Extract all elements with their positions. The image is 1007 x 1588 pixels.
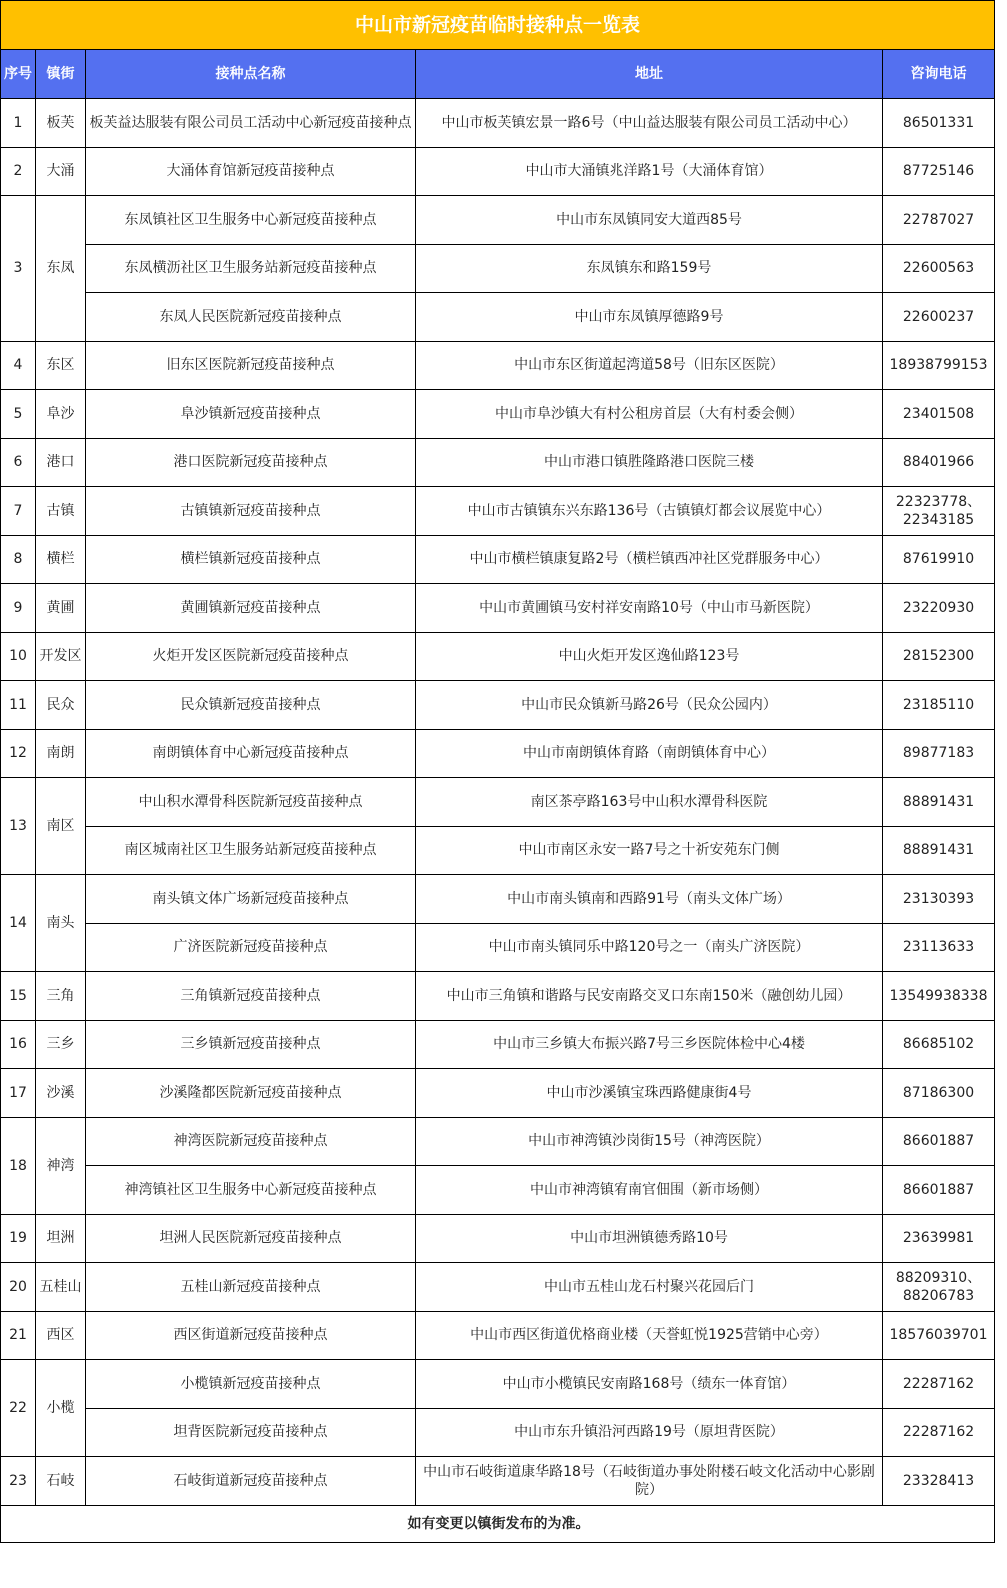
footer-note-cell <box>1 1505 995 1542</box>
town-name: 坦洲 <box>36 1214 86 1263</box>
site-name: 坦背医院新冠疫苗接种点 <box>86 1408 416 1457</box>
row-number: 5 <box>1 390 36 439</box>
town-name: 民众 <box>36 681 86 730</box>
site-name: 阜沙镇新冠疫苗接种点 <box>86 390 416 439</box>
row-number: 10 <box>1 632 36 681</box>
site-phone: 88891431 <box>883 778 995 827</box>
header-town: 镇街 <box>36 50 86 99</box>
site-address: 中山市东区街道起湾道58号（旧东区医院） <box>416 341 883 390</box>
table-row <box>1 923 995 972</box>
town-name: 三乡 <box>36 1020 86 1069</box>
site-phone: 23328413 <box>883 1457 995 1506</box>
row-number: 16 <box>1 1020 36 1069</box>
table-row <box>1 1166 995 1215</box>
site-address: 中山市南头镇同乐中路120号之一（南头广济医院） <box>416 923 883 972</box>
site-name: 东凤镇社区卫生服务中心新冠疫苗接种点 <box>86 196 416 245</box>
site-address: 南区茶亭路163号中山积水潭骨科医院 <box>416 778 883 827</box>
site-name: 板芙益达服装有限公司员工活动中心新冠疫苗接种点 <box>86 99 416 148</box>
site-address: 中山市东升镇沿河西路19号（原坦背医院） <box>416 1408 883 1457</box>
row-number: 23 <box>1 1457 36 1506</box>
site-address: 中山市东凤镇厚德路9号 <box>416 293 883 342</box>
site-phone: 23130393 <box>883 875 995 924</box>
site-phone: 22287162 <box>883 1408 995 1457</box>
town-name: 板芙 <box>36 99 86 148</box>
town-name: 大涌 <box>36 147 86 196</box>
site-address: 中山市三角镇和谐路与民安南路交叉口东南150米（融创幼儿园） <box>416 972 883 1021</box>
table-title: 中山市新冠疫苗临时接种点一览表 <box>1 1 995 50</box>
site-address: 中山市南区永安一路7号之十祈安苑东门侧 <box>416 826 883 875</box>
site-name: 三角镇新冠疫苗接种点 <box>86 972 416 1021</box>
table-row <box>1 535 995 584</box>
row-number: 4 <box>1 341 36 390</box>
site-address: 中山市横栏镇康复路2号（横栏镇西冲社区党群服务中心） <box>416 535 883 584</box>
site-address: 东凤镇东和路159号 <box>416 244 883 293</box>
site-name: 神湾医院新冠疫苗接种点 <box>86 1117 416 1166</box>
footer-row <box>1 1505 995 1542</box>
table-row <box>1 972 995 1021</box>
table-row <box>1 1263 995 1312</box>
site-phone: 23185110 <box>883 681 995 730</box>
site-phone: 22787027 <box>883 196 995 245</box>
table-row <box>1 196 995 245</box>
site-name: 广济医院新冠疫苗接种点 <box>86 923 416 972</box>
row-number: 3 <box>1 196 36 342</box>
site-phone: 18938799153 <box>883 341 995 390</box>
site-phone: 87186300 <box>883 1069 995 1118</box>
site-address: 中山市小榄镇民安南路168号（绩东一体育馆） <box>416 1360 883 1409</box>
table-row <box>1 147 995 196</box>
site-address: 中山市黄圃镇马安村祥安南路10号（中山市马新医院） <box>416 584 883 633</box>
site-address: 中山市板芙镇宏景一路6号（中山益达服装有限公司员工活动中心） <box>416 99 883 148</box>
town-name: 三角 <box>36 972 86 1021</box>
town-name: 石岐 <box>36 1457 86 1506</box>
site-address: 中山市港口镇胜隆路港口医院三楼 <box>416 438 883 487</box>
row-number: 1 <box>1 99 36 148</box>
row-number: 17 <box>1 1069 36 1118</box>
table-row <box>1 293 995 342</box>
site-name: 南区城南社区卫生服务站新冠疫苗接种点 <box>86 826 416 875</box>
site-phone: 22287162 <box>883 1360 995 1409</box>
site-address: 中山市坦洲镇德秀路10号 <box>416 1214 883 1263</box>
town-name: 东区 <box>36 341 86 390</box>
site-name: 东凤横沥社区卫生服务站新冠疫苗接种点 <box>86 244 416 293</box>
table-row <box>1 1311 995 1360</box>
site-phone: 23401508 <box>883 390 995 439</box>
footer-note: 如有变更以镇街发布的为准。 <box>407 1515 590 1532</box>
site-name: 坦洲人民医院新冠疫苗接种点 <box>86 1214 416 1263</box>
row-number: 18 <box>1 1117 36 1214</box>
table-row <box>1 1214 995 1263</box>
town-name: 开发区 <box>36 632 86 681</box>
town-name: 黄圃 <box>36 584 86 633</box>
site-name: 五桂山新冠疫苗接种点 <box>86 1263 416 1312</box>
site-address: 中山市神湾镇沙岗街15号（神湾医院） <box>416 1117 883 1166</box>
site-name: 石岐街道新冠疫苗接种点 <box>86 1457 416 1506</box>
site-phone: 88209310、88206783 <box>883 1263 995 1312</box>
table-row <box>1 681 995 730</box>
site-phone: 13549938338 <box>883 972 995 1021</box>
town-name: 港口 <box>36 438 86 487</box>
header-no: 序号 <box>1 50 36 99</box>
site-address: 中山市三乡镇大布振兴路7号三乡医院体检中心4楼 <box>416 1020 883 1069</box>
town-name: 五桂山 <box>36 1263 86 1312</box>
table-row <box>1 826 995 875</box>
town-name: 小榄 <box>36 1360 86 1457</box>
site-phone: 23113633 <box>883 923 995 972</box>
header-row <box>1 50 995 99</box>
table-row <box>1 99 995 148</box>
site-phone: 22600237 <box>883 293 995 342</box>
row-number: 13 <box>1 778 36 875</box>
table-row <box>1 1069 995 1118</box>
site-address: 中山市五桂山龙石村聚兴花园后门 <box>416 1263 883 1312</box>
site-address: 中山市东凤镇同安大道西85号 <box>416 196 883 245</box>
table-row <box>1 1457 995 1506</box>
site-phone: 86601887 <box>883 1166 995 1215</box>
title-row <box>1 1 995 50</box>
row-number: 22 <box>1 1360 36 1457</box>
table-row <box>1 729 995 778</box>
row-number: 9 <box>1 584 36 633</box>
site-phone: 18576039701 <box>883 1311 995 1360</box>
header-address: 地址 <box>416 50 883 99</box>
table-row <box>1 390 995 439</box>
site-name: 横栏镇新冠疫苗接种点 <box>86 535 416 584</box>
site-phone: 88891431 <box>883 826 995 875</box>
site-name: 西区街道新冠疫苗接种点 <box>86 1311 416 1360</box>
site-name: 黄圃镇新冠疫苗接种点 <box>86 584 416 633</box>
site-phone: 87619910 <box>883 535 995 584</box>
town-name: 沙溪 <box>36 1069 86 1118</box>
site-name: 神湾镇社区卫生服务中心新冠疫苗接种点 <box>86 1166 416 1215</box>
table-row <box>1 487 995 536</box>
site-name: 古镇镇新冠疫苗接种点 <box>86 487 416 536</box>
site-phone: 88401966 <box>883 438 995 487</box>
town-name: 横栏 <box>36 535 86 584</box>
site-name: 南头镇文体广场新冠疫苗接种点 <box>86 875 416 924</box>
town-name: 神湾 <box>36 1117 86 1214</box>
table-row <box>1 1408 995 1457</box>
table-row <box>1 1020 995 1069</box>
site-address: 中山市沙溪镇宝珠西路健康街4号 <box>416 1069 883 1118</box>
row-number: 11 <box>1 681 36 730</box>
site-address: 中山市阜沙镇大有村公租房首层（大有村委会侧） <box>416 390 883 439</box>
site-name: 东凤人民医院新冠疫苗接种点 <box>86 293 416 342</box>
site-name: 港口医院新冠疫苗接种点 <box>86 438 416 487</box>
table-row <box>1 632 995 681</box>
table-row <box>1 584 995 633</box>
table-row <box>1 1117 995 1166</box>
site-address: 中山火炬开发区逸仙路123号 <box>416 632 883 681</box>
row-number: 21 <box>1 1311 36 1360</box>
site-phone: 87725146 <box>883 147 995 196</box>
table-row <box>1 438 995 487</box>
site-address: 中山市古镇镇东兴东路136号（古镇镇灯都会议展览中心） <box>416 487 883 536</box>
site-name: 大涌体育馆新冠疫苗接种点 <box>86 147 416 196</box>
row-number: 15 <box>1 972 36 1021</box>
row-number: 2 <box>1 147 36 196</box>
site-address: 中山市神湾镇宥南官佃围（新市场侧） <box>416 1166 883 1215</box>
row-number: 19 <box>1 1214 36 1263</box>
site-address: 中山市西区街道优格商业楼（天誉虹悦1925营销中心旁） <box>416 1311 883 1360</box>
site-name: 三乡镇新冠疫苗接种点 <box>86 1020 416 1069</box>
town-name: 古镇 <box>36 487 86 536</box>
row-number: 8 <box>1 535 36 584</box>
row-number: 6 <box>1 438 36 487</box>
site-phone: 28152300 <box>883 632 995 681</box>
site-name: 南朗镇体育中心新冠疫苗接种点 <box>86 729 416 778</box>
site-phone: 23639981 <box>883 1214 995 1263</box>
table-row <box>1 244 995 293</box>
site-phone: 86685102 <box>883 1020 995 1069</box>
town-name: 南区 <box>36 778 86 875</box>
site-address: 中山市石岐街道康华路18号（石岐街道办事处附楼石岐文化活动中心影剧院） <box>416 1457 883 1506</box>
header-site-name: 接种点名称 <box>86 50 416 99</box>
row-number: 20 <box>1 1263 36 1312</box>
site-name: 小榄镇新冠疫苗接种点 <box>86 1360 416 1409</box>
site-phone: 22600563 <box>883 244 995 293</box>
site-address: 中山市南朗镇体育路（南朗镇体育中心） <box>416 729 883 778</box>
town-name: 阜沙 <box>36 390 86 439</box>
site-name: 火炬开发区医院新冠疫苗接种点 <box>86 632 416 681</box>
site-address: 中山市民众镇新马路26号（民众公园内） <box>416 681 883 730</box>
row-number: 14 <box>1 875 36 972</box>
site-address: 中山市南头镇南和西路91号（南头文体广场） <box>416 875 883 924</box>
site-phone: 86601887 <box>883 1117 995 1166</box>
site-phone: 89877183 <box>883 729 995 778</box>
site-name: 中山积水潭骨科医院新冠疫苗接种点 <box>86 778 416 827</box>
table-row <box>1 1360 995 1409</box>
site-name: 旧东区医院新冠疫苗接种点 <box>86 341 416 390</box>
site-phone: 86501331 <box>883 99 995 148</box>
row-number: 12 <box>1 729 36 778</box>
table-row <box>1 341 995 390</box>
town-name: 东凤 <box>36 196 86 342</box>
town-name: 南头 <box>36 875 86 972</box>
site-name: 民众镇新冠疫苗接种点 <box>86 681 416 730</box>
table-row <box>1 875 995 924</box>
town-name: 西区 <box>36 1311 86 1360</box>
site-phone: 22323778、22343185 <box>883 487 995 536</box>
table-row <box>1 778 995 827</box>
site-name: 沙溪隆都医院新冠疫苗接种点 <box>86 1069 416 1118</box>
header-phone: 咨询电话 <box>883 50 995 99</box>
town-name: 南朗 <box>36 729 86 778</box>
site-phone: 23220930 <box>883 584 995 633</box>
site-address: 中山市大涌镇兆洋路1号（大涌体育馆） <box>416 147 883 196</box>
row-number: 7 <box>1 487 36 536</box>
